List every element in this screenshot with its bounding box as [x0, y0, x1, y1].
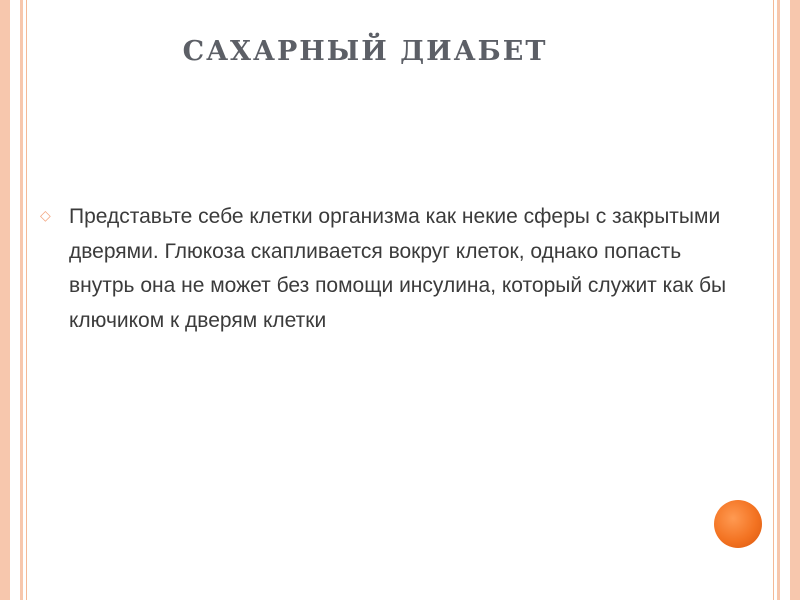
frame-band-right [790, 0, 800, 600]
frame-rule-right [773, 0, 774, 600]
frame-rule-left [26, 0, 27, 600]
frame-line-left [20, 0, 23, 600]
decorative-orb [714, 500, 762, 548]
slide-title: САХАРНЫЙ ДИАБЕТ [182, 36, 548, 67]
frame-line-right [777, 0, 780, 600]
bullet-text: Представьте себе клетки организма как некие сферы с закрытыми дверями. Глюкоза скапливается вокруг клеток, однако попасть внутрь она не может без помощи инсулина, который служит как бы ключиком к дверям клетки [69, 205, 727, 332]
frame-band-left [0, 0, 10, 600]
bullet-diamond-icon: ◇ [40, 208, 51, 224]
bullet-item [40, 200, 740, 338]
